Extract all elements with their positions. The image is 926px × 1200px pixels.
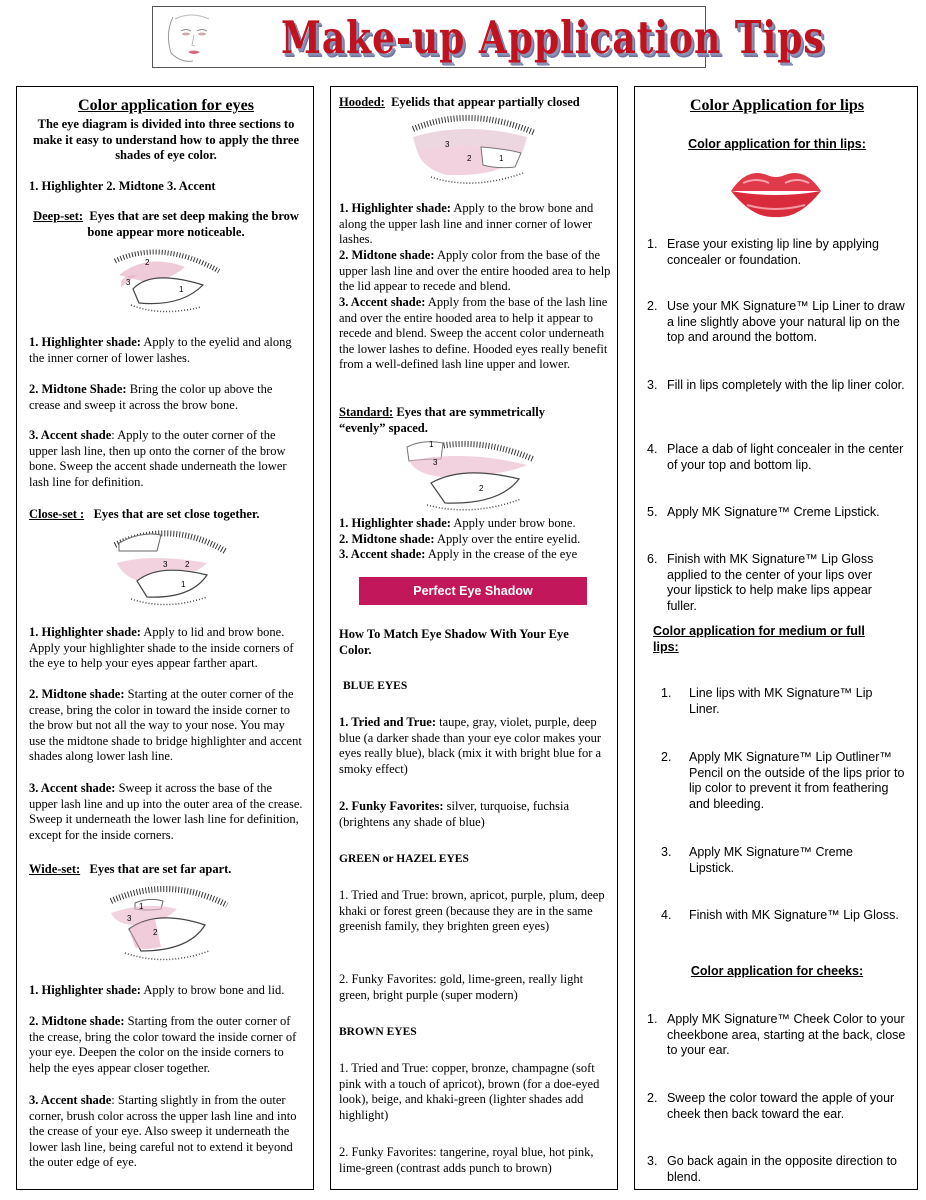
wideset-heading — [29, 862, 303, 878]
svg-text:2: 2 — [185, 560, 190, 569]
lips-image-icon — [723, 161, 829, 225]
full-step-number: 4. — [661, 908, 672, 922]
closeset-heading — [29, 507, 303, 523]
svg-text:3: 3 — [163, 560, 168, 569]
full-step-1: Line lips with MK Signature™ Lip Liner. — [689, 686, 873, 716]
closeset-highlighter: 1. Highlighter shade: Apply to lid and brow bone. Apply your highlighter shade to the inside corners of the eye to help your eyes appear farther apart. — [29, 625, 294, 671]
full-lips-title: Color application for medium or full lips: — [653, 624, 865, 654]
thin-step-1: Erase your existing lip line by applying concealer or foundation. — [667, 237, 879, 267]
thin-step-5: Apply MK Signature™ Creme Lipstick. — [667, 505, 880, 519]
cheeks-title: Color application for cheeks: — [690, 964, 864, 978]
full-step-4: Finish with MK Signature™ Lip Gloss. — [689, 908, 899, 922]
svg-text:2: 2 — [479, 484, 484, 493]
brown-eyes-heading: BROWN EYES — [339, 1026, 417, 1038]
full-step-number: 3. — [661, 845, 672, 859]
closeset-accent: 3. Accent shade: Sweep it across the base of the upper lash line and up into the outer area of the crease. Sweep it underneath the lower lash line for definition, except for the inside corners. — [29, 781, 303, 842]
green-funky-favorites: 2. Funky Favorites: gold, lime-green, really light green, bright purple (super modern) — [339, 972, 584, 1002]
thin-step-number: 3. — [647, 378, 658, 392]
hooded-desc: Eyelids that appear partially closed — [391, 95, 580, 109]
shades-legend: 1. Highlighter 2. Midtone 3. Accent — [29, 179, 216, 193]
standard-desc: Eyes that are symmetrically “evenly” spaced. — [339, 405, 546, 435]
hooded-midtone: 2. Midtone shade: Apply color from the base of the upper lash line and over the entire hooded area to help the lid appear to recede and blend. — [339, 248, 611, 294]
thin-step-number: 4. — [647, 442, 658, 456]
wideset-desc: Eyes that are set far apart. — [89, 862, 232, 876]
brown-tried-true: 1. Tried and True: copper, bronze, champagne (soft pink with a touch of apricot), brown (for a doe-eyed look), beige, and khaki-green (lighter shades add highlight) — [339, 1061, 600, 1122]
full-step-2: Apply MK Signature™ Lip Outliner™ Pencil on the outside of the lips prior to lip color to prevent it from feathering and bleeding. — [689, 750, 905, 811]
brown-funky-favorites: 2. Funky Favorites: tangerine, royal blue, hot pink, lime-green (contrast adds punch to brown) — [339, 1145, 594, 1175]
eyes-column-middle — [330, 86, 618, 1190]
banner — [152, 6, 825, 68]
thin-step-6: Finish with MK Signature™ Lip Gloss applied to the center of your lips over your lipstick to help make lips appear fuller. — [667, 552, 874, 613]
eyes-section-title: Color application for eyes — [78, 97, 254, 114]
svg-text:1: 1 — [429, 440, 434, 449]
eyes-column-left — [16, 86, 314, 1190]
full-step-number: 2. — [661, 750, 672, 764]
thin-step-number: 6. — [647, 552, 658, 566]
eyes-intro: The eye diagram is divided into three sections to make it easy to understand how to apply the three shades of eye color. — [32, 117, 300, 163]
standard-eye-diagram-icon — [403, 435, 539, 515]
cheek-step-2: Sweep the color toward the apple of your cheek then back toward the ear. — [667, 1091, 895, 1121]
thin-step-4: Place a dab of light concealer in the center of your top and bottom lip. — [667, 442, 904, 472]
closeset-desc: Eyes that are set close together. — [93, 507, 260, 521]
thin-lips-title: Color application for thin lips: — [688, 137, 866, 151]
wideset-eye-diagram-icon — [105, 881, 235, 967]
cheek-step-1: Apply MK Signature™ Cheek Color to your cheekbone area, starting at the back, close to your ear. — [667, 1012, 906, 1058]
closeset-eye-diagram-icon — [111, 523, 231, 613]
wideset-highlighter: 1. Highlighter shade: Apply to brow bone and lid. — [29, 983, 285, 997]
deepset-accent: 3. Accent shade: Apply to the outer corner of the upper lash line, then up onto the corner of the brow bone. Sweep the accent shade underneath the lower lash line for definition. — [29, 428, 287, 489]
closeset-label: Close-set : — [29, 507, 85, 521]
cheek-step-number: 1. — [647, 1012, 658, 1026]
blue-funky-favorites: 2. Funky Favorites: silver, turquoise, fuchsia (brightens any shade of blue) — [339, 799, 570, 829]
green-tried-true: 1. Tried and True: brown, apricot, purple, plum, deep khaki or forest green (because they are in the same greenish family, they brighten green eyes) — [339, 888, 605, 934]
blue-eyes-heading: BLUE EYES — [343, 680, 408, 692]
svg-text:1: 1 — [139, 902, 144, 911]
svg-text:1: 1 — [499, 154, 504, 163]
svg-text:1: 1 — [181, 580, 186, 589]
hooded-accent: 3. Accent shade: Apply from the base of the lash line and over the entire hooded area to help it appear to recede and blend. Sweep the accent color underneath the lower lashes to define. Hooded eyes really benefit from a well-defined lash line upper and lower. — [339, 295, 608, 372]
green-eyes-heading: GREEN or HAZEL EYES — [339, 853, 469, 865]
thin-step-2: Use your MK Signature™ Lip Liner to draw a line slightly above your natural lip on the top and around the bottom. — [667, 299, 905, 345]
match-eye-shadow-title: How To Match Eye Shadow With Your Eye Color. — [339, 627, 569, 657]
wideset-accent: 3. Accent shade: Starting slightly in from the outer corner, brush color across the upper lash line and into the crease of your eye. Also sweep it underneath the lower lash line, being careful not to extend it beyond the outer edge of eye. — [29, 1093, 297, 1170]
standard-accent: 3. Accent shade: Apply in the crease of the eye — [339, 547, 578, 561]
full-step-number: 1. — [661, 686, 672, 700]
hooded-label: Hooded: — [339, 95, 385, 109]
thin-step-number: 1. — [647, 237, 658, 251]
page-title: Make-up Application Tips — [281, 11, 825, 65]
standard-heading — [339, 405, 589, 436]
deepset-label: Deep-set: — [33, 209, 84, 223]
thin-step-number: 5. — [647, 505, 658, 519]
hooded-eye-diagram-icon — [407, 111, 541, 191]
deepset-highlighter: 1. Highlighter shade: Apply to the eyelid and along the inner corner of lower lashes. — [29, 335, 292, 365]
svg-text:3: 3 — [126, 278, 131, 287]
deepset-eye-diagram-icon — [111, 245, 223, 317]
cheek-step-number: 2. — [647, 1091, 658, 1105]
standard-highlighter: 1. Highlighter shade: Apply under brow bone. — [339, 516, 576, 530]
standard-midtone: 2. Midtone shade: Apply over the entire eyelid. — [339, 532, 581, 546]
cheek-step-number: 3. — [647, 1154, 658, 1168]
closeset-midtone: 2. Midtone shade: Starting at the outer corner of the crease, bring the color in toward the inside corner to the brow but not all the way to your nose. You may use the midtone shade to bridge highlighter and accent shades along lower lash line. — [29, 687, 302, 764]
lips-column — [634, 86, 918, 1190]
svg-text:3: 3 — [433, 458, 438, 467]
svg-text:3: 3 — [127, 914, 132, 923]
cheek-step-3: Go back again in the opposite direction to blend. — [667, 1154, 898, 1184]
hooded-highlighter: 1. Highlighter shade: Apply to the brow bone and along the upper lash line and inner corner of lower lashes. — [339, 201, 594, 247]
thin-step-3: Fill in lips completely with the lip liner color. — [667, 378, 905, 392]
standard-label: Standard: — [339, 405, 394, 419]
full-step-3: Apply MK Signature™ Creme Lipstick. — [689, 845, 853, 875]
wideset-midtone: 2. Midtone shade: Starting from the outer corner of the crease, bring the color toward the inside corner of your eye. Deepen the color on the inside corners to help the eyes appear closer together. — [29, 1014, 297, 1075]
perfect-eye-shadow-button[interactable]: Perfect Eye Shadow — [359, 577, 587, 605]
deepset-midtone: 2. Midtone Shade: Bring the color up above the crease and sweep it across the brow bone. — [29, 382, 273, 412]
thin-step-number: 2. — [647, 299, 658, 313]
svg-text:3: 3 — [445, 140, 450, 149]
lips-section-title: Color Application for lips — [689, 97, 865, 114]
blue-tried-true: 1. Tried and True: taupe, gray, violet, purple, deep blue (a darker shade than your eye color makes your eyes really blue), black (mix it with bright blue for a smoky effect) — [339, 715, 602, 776]
deepset-desc: Eyes that are set deep making the brow bone appear more noticeable. — [87, 209, 299, 239]
deepset-heading — [29, 209, 303, 240]
hooded-heading — [339, 95, 611, 111]
svg-text:2: 2 — [145, 258, 150, 267]
svg-text:2: 2 — [153, 928, 158, 937]
wideset-label: Wide-set: — [29, 862, 81, 876]
svg-text:2: 2 — [467, 154, 472, 163]
svg-text:1: 1 — [179, 285, 184, 294]
face-illustration-icon — [161, 13, 221, 63]
